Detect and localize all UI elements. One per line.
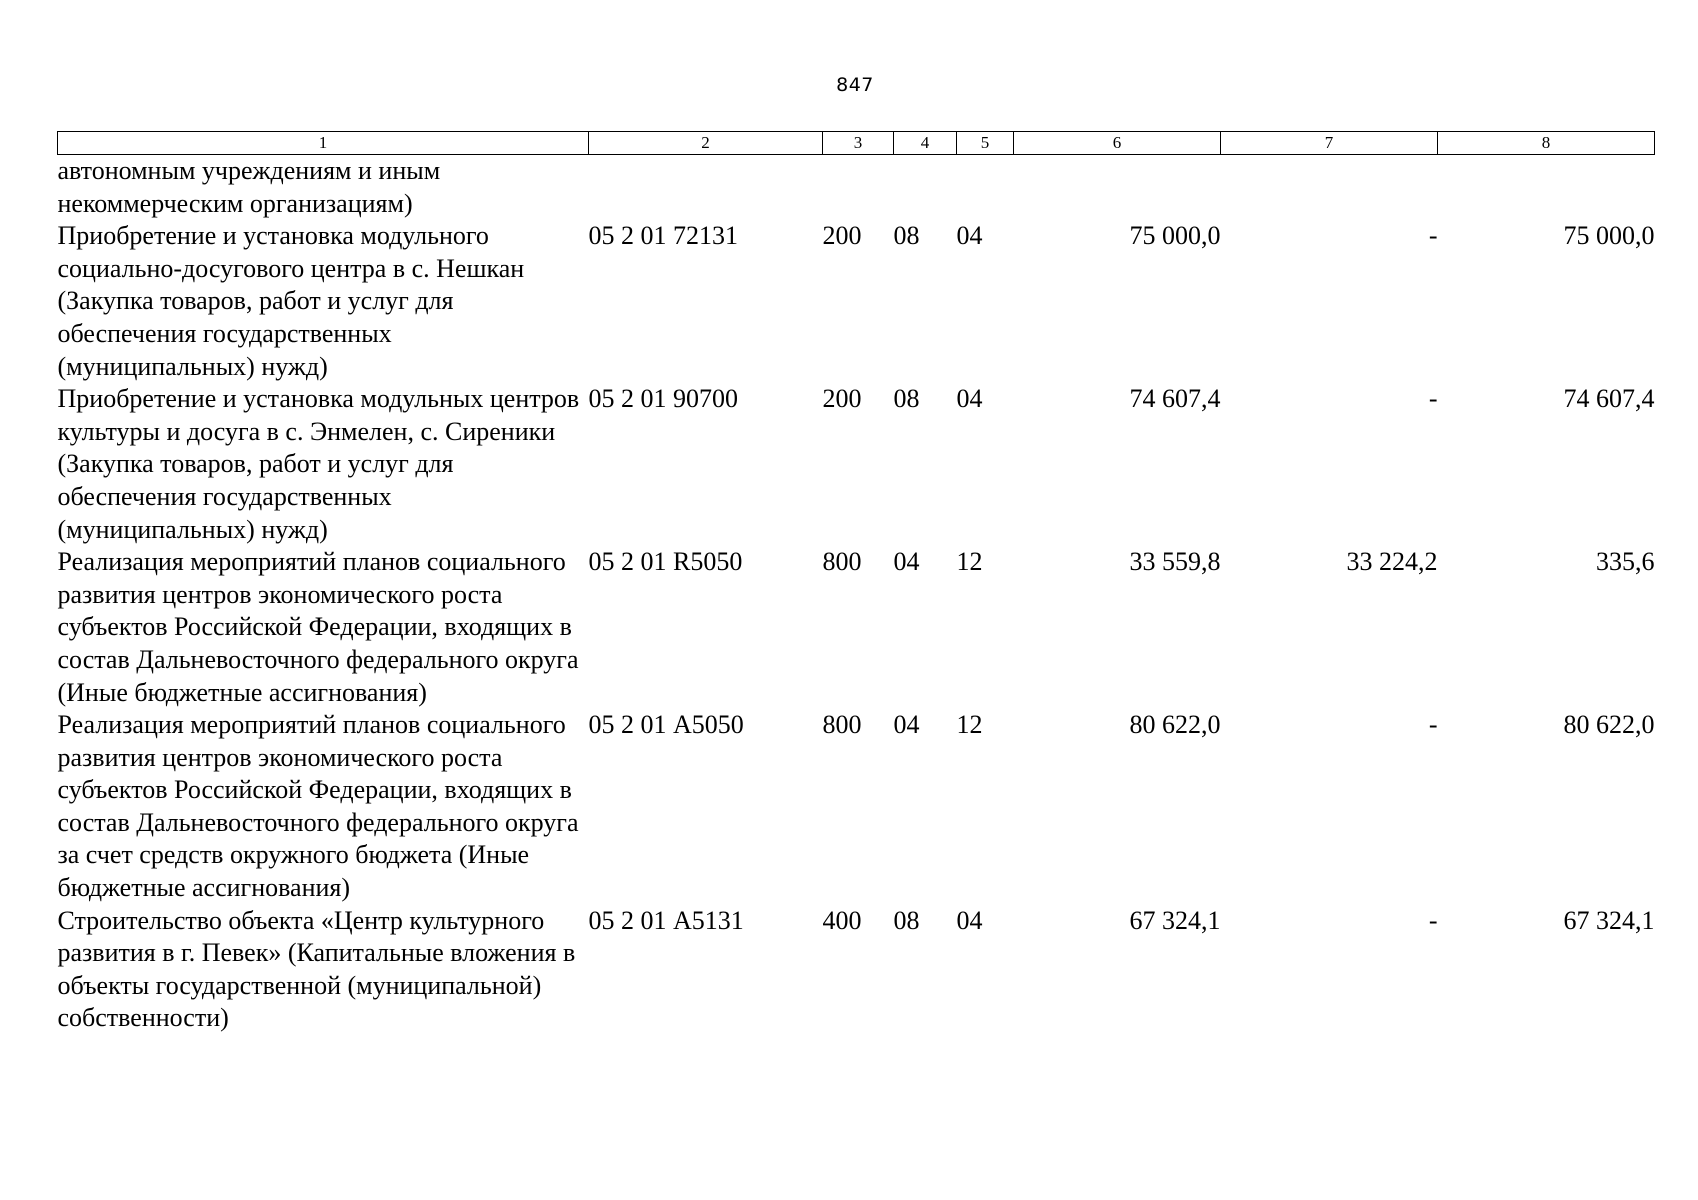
- row-code: 05 2 01 А5131: [588, 905, 744, 935]
- row-pr: 04: [956, 384, 983, 414]
- row-vr: 200: [822, 384, 862, 414]
- header-col-6: 6: [1014, 132, 1221, 155]
- row-total: 80 622,0: [1129, 710, 1221, 740]
- row-code: 05 2 01 А5050: [588, 710, 744, 740]
- table-row: [58, 220, 1655, 383]
- row-description: Приобретение и установка модульного социально-досугового центра в с. Нешкан (Закупка товаров, работ и услуг для обеспечения государственных (муниципальных) нужд): [57, 221, 525, 381]
- row-regional: 75 000,0: [1563, 221, 1655, 251]
- table-header: [58, 132, 1655, 155]
- row-description: Реализация мероприятий планов социального развития центров экономического роста субъектов Российской Федерации, входящих в состав Дальневосточного федерального округа за счет средств окружного бюджета (Иные бюджетные ассигнования): [57, 710, 579, 903]
- row-code: 05 2 01 72131: [588, 221, 738, 251]
- row-federal: -: [1428, 710, 1438, 740]
- header-col-7: 7: [1221, 132, 1438, 155]
- table-row: [58, 383, 1655, 546]
- row-vr: 400: [822, 905, 862, 935]
- row-pr: 12: [956, 547, 983, 577]
- row-pr: 04: [956, 905, 983, 935]
- row-vr: 800: [822, 547, 862, 577]
- row-vr: 800: [822, 710, 862, 740]
- row-pr: 04: [956, 221, 983, 251]
- table-row: [58, 709, 1655, 905]
- header-col-5: 5: [957, 132, 1014, 155]
- row-federal: [1221, 155, 1438, 221]
- row-total: 75 000,0: [1129, 221, 1221, 251]
- row-regional: [1438, 155, 1655, 221]
- header-row: [58, 132, 1655, 155]
- row-federal: -: [1428, 384, 1438, 414]
- row-federal: -: [1428, 905, 1438, 935]
- row-pr: 12: [956, 710, 983, 740]
- row-regional: 335,6: [1596, 547, 1655, 577]
- header-col-8: 8: [1438, 132, 1655, 155]
- row-rz: 04: [893, 547, 920, 577]
- row-pr: [957, 155, 1014, 221]
- budget-table: [57, 131, 1655, 1035]
- row-federal: -: [1428, 221, 1438, 251]
- header-col-2: 2: [589, 132, 823, 155]
- row-total: [1014, 155, 1221, 221]
- row-rz: [894, 155, 957, 221]
- row-rz: 08: [893, 221, 920, 251]
- table-row: [58, 905, 1655, 1035]
- row-description: Приобретение и установка модульных центров культуры и досуга в с. Энмелен, с. Сиреники (Закупка товаров, работ и услуг для обеспечения государственных (муниципальных) нужд): [57, 384, 580, 544]
- row-description: Строительство объекта «Центр культурного развития в г. Певек» (Капитальные вложения в объекты государственной (муниципальной) собственности): [57, 905, 576, 1033]
- row-regional: 67 324,1: [1563, 905, 1655, 935]
- table-row: [58, 546, 1655, 709]
- row-total: 74 607,4: [1129, 384, 1221, 414]
- row-vr: 200: [822, 221, 862, 251]
- header-col-4: 4: [894, 132, 957, 155]
- row-vr: [823, 155, 894, 221]
- row-code: [589, 155, 823, 221]
- row-rz: 08: [893, 384, 920, 414]
- table-row: [58, 155, 1655, 221]
- row-total: 33 559,8: [1129, 547, 1221, 577]
- row-code: 05 2 01 90700: [588, 384, 738, 414]
- header-col-1: 1: [58, 132, 589, 155]
- row-rz: 08: [893, 905, 920, 935]
- row-regional: 74 607,4: [1563, 384, 1655, 414]
- page-number: 847: [836, 74, 874, 96]
- row-code: 05 2 01 R5050: [588, 547, 743, 577]
- row-total: 67 324,1: [1129, 905, 1221, 935]
- row-description: Реализация мероприятий планов социального развития центров экономического роста субъектов Российской Федерации, входящих в состав Дальневосточного федерального округа (Иные бюджетные ассигнования): [57, 547, 579, 707]
- row-description: автономным учреждениям и иным некоммерческим организациям): [57, 156, 441, 218]
- row-rz: 04: [893, 710, 920, 740]
- row-regional: 80 622,0: [1563, 710, 1655, 740]
- row-federal: 33 224,2: [1346, 547, 1438, 577]
- header-col-3: 3: [823, 132, 894, 155]
- table-body: [58, 155, 1655, 1036]
